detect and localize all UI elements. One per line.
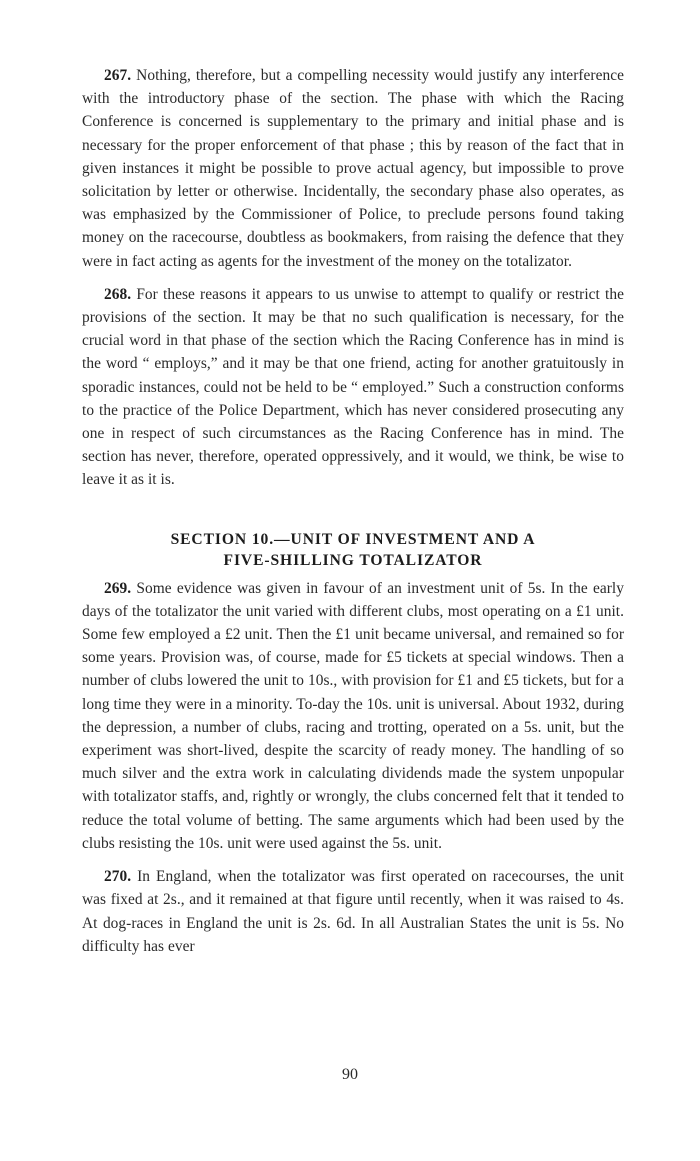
paragraph-text: In England, when the totalizator was first operated on racecourses, the unit was fixed at 2s., and it remained at that figure until recently, when it was raised to 4s. At dog-races in England the unit is 2s. 6d. In all Australian States the unit is 5s. No difficulty has ever	[82, 868, 625, 955]
paragraph-text: For these reasons it appears to us unwise to attempt to qualify or restrict the provisions of the section. It may be that no such qualification is necessary, for the crucial word in that phase of the section which the Racing Conference has in mind is the word “ employs,” and it may be that one friend, acting for another gratuitously in sporadic instances, could not be held to be “ employed.” Such a construction conforms to the practice of the Police Department, which has never considered prosecuting any one in respect of such circumstances as the Racing Conference has in mind. The section has never, therefore, operated oppressively, and it would, we think, be wise to leave it as it is.	[82, 285, 624, 489]
paragraph-270	[82, 865, 624, 958]
paragraph-269	[82, 577, 624, 855]
paragraph-267	[82, 64, 624, 273]
paragraph-number: 269.	[104, 579, 132, 597]
section-heading	[82, 529, 624, 571]
paragraph-number: 268.	[104, 285, 132, 303]
page-number: 90	[342, 1066, 358, 1083]
section-heading-line-2: FIVE-SHILLING TOTALIZATOR	[223, 551, 483, 569]
report-page	[82, 64, 624, 968]
paragraph-268	[82, 283, 624, 492]
paragraph-text: Some evidence was given in favour of an investment unit of 5s. In the early days of the totalizator the unit varied with different clubs, most operating on a £1 unit. Some few employed a £2 unit. Then the £1 unit became universal, and remained so for some years. Provision was, of course, made for £5 tickets at special windows. Then a number of clubs lowered the unit to 10s., with provision for £1 and £5 tickets, but for a long time they were in a minority. To-day the 10s. unit is universal. About 1932, during the depression, a number of clubs, racing and trotting, operated on a 5s. unit, but the experiment was short-lived, despite the scarcity of ready money. The handling of so much silver and the extra work in calculating dividends made the system unpopular with totalizator staffs, and, rightly or wrongly, the clubs concerned felt that it tended to reduce the total volume of betting. The same arguments which had been used by the clubs resisting the 10s. unit were used against the 5s. unit.	[82, 579, 624, 852]
paragraph-number: 270.	[104, 868, 132, 886]
section-heading-line-1: SECTION 10.—UNIT OF INVESTMENT AND A	[170, 530, 536, 548]
paragraph-text: Nothing, therefore, but a compelling necessity would justify any interference with the introductory phase of the section. The phase with which the Racing Conference is concerned is supplementary to the primary and initial phase and is necessary for the proper enforcement of that phase ; this by reason of the fact that in given instances it might be possible to prove actual agency, but impossible to prove solicitation by letter or otherwise. Incidentally, the secondary phase also operates, as was emphasized by the Commissioner of Police, to preclude persons found taking money on the racecourse, doubtless as bookmakers, from raising the defence that they were in fact acting as agents for the investment of the money on the totalizator.	[82, 67, 624, 270]
paragraph-number: 267.	[104, 67, 132, 84]
